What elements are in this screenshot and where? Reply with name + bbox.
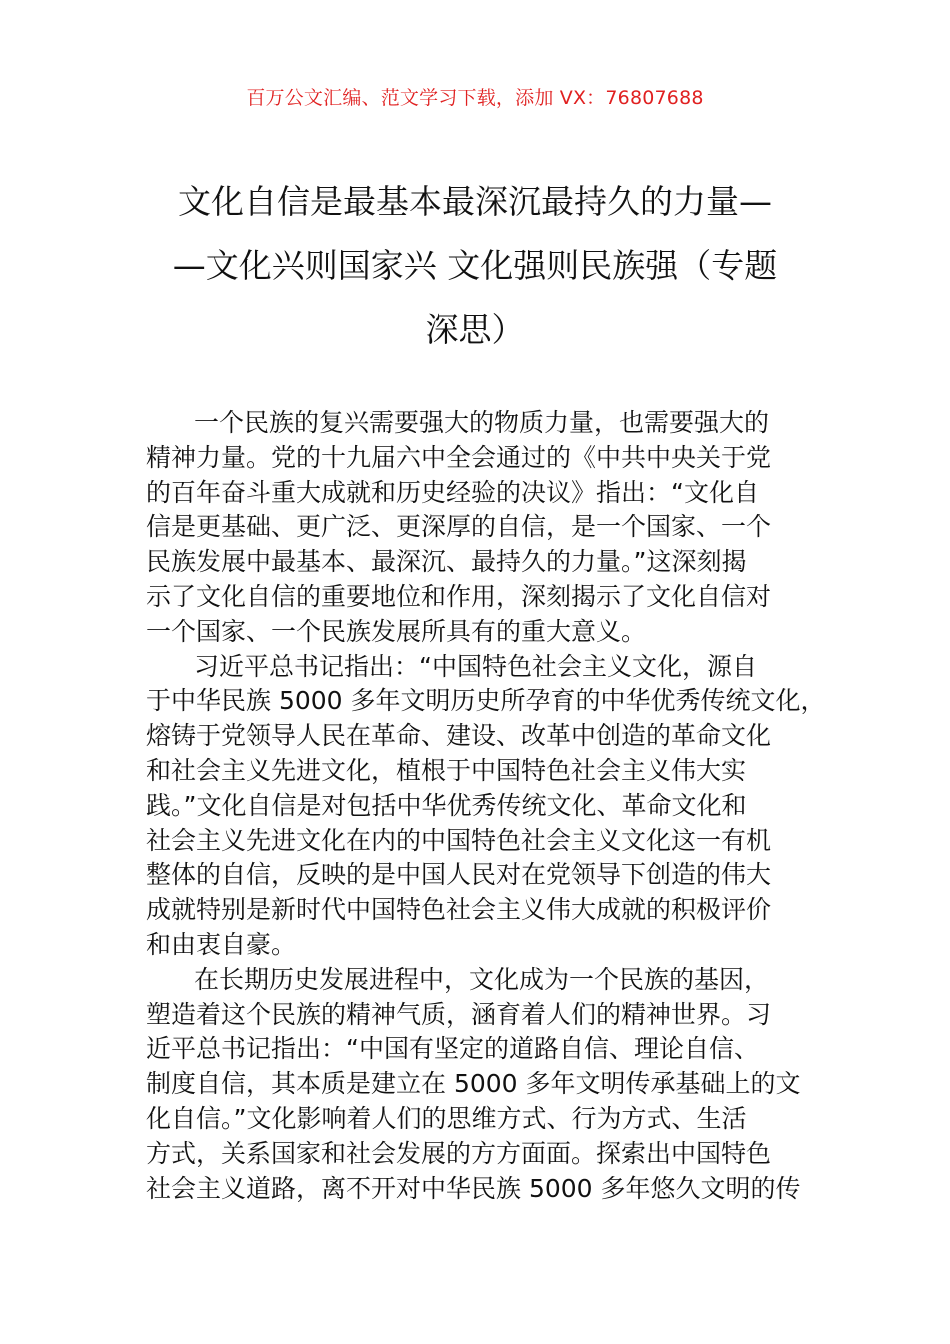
paragraph-line: 社会主义道路，离不开对中华民族 5000 多年悠久文明的传	[146, 1173, 801, 1203]
title-line-2: —文化兴则国家兴 文化强则民族强（专题	[172, 246, 778, 285]
paragraph-line: 示了文化自信的重要地位和作用，深刻揭示了文化自信对	[146, 581, 772, 611]
paragraph-line: 整体的自信，反映的是中国人民对在党领导下创造的伟大	[146, 860, 772, 890]
paragraph-line: 一个民族的复兴需要强大的物质力量，也需要强大的	[194, 408, 770, 437]
document-body	[146, 406, 826, 1206]
paragraph-line: 在长期历史发展进程中，文化成为一个民族的基因，	[194, 964, 770, 994]
paragraph-line: 信是更基础、更广泛、更深厚的自信，是一个国家、一个	[146, 512, 772, 542]
paragraph-line: 的百年奋斗重大成就和历史经验的决议》指出：“文化自	[146, 477, 759, 507]
paragraph-line: 制度自信，其本质是建立在 5000 多年文明传承基础上的文	[146, 1069, 801, 1099]
paragraph-line: 成就特别是新时代中国特色社会主义伟大成就的积极评价	[146, 895, 772, 925]
paragraph-line: 一个国家、一个民族发展所具有的重大意义。	[146, 616, 647, 646]
document-title	[140, 170, 810, 362]
header-note: 百万公文汇编、范文学习下载，添加 VX：76807688	[246, 87, 704, 109]
paragraph-2	[146, 650, 826, 963]
title-line-3: 深思）	[425, 310, 525, 349]
paragraph-line: 社会主义先进文化在内的中国特色社会主义文化这一有机	[146, 825, 772, 855]
paragraph-line: 近平总书记指出：“中国有坚定的道路自信、理论自信、	[146, 1034, 759, 1064]
paragraph-line: 和社会主义先进文化，植根于中国特色社会主义伟大实	[146, 755, 747, 785]
paragraph-line: 方式，关系国家和社会发展的方方面面。探索出中国特色	[146, 1138, 772, 1168]
paragraph-line: 民族发展中最基本、最深沉、最持久的力量。”这深刻揭	[146, 547, 747, 577]
paragraph-line: 化自信。”文化影响着人们的思维方式、行为方式、生活	[146, 1103, 747, 1133]
paragraph-line: 习近平总书记指出：“中国特色社会主义文化，源自	[194, 651, 757, 681]
paragraph-3	[146, 963, 826, 1207]
paragraph-1	[146, 406, 826, 650]
paragraph-line: 塑造着这个民族的精神气质，涵育着人们的精神世界。习	[146, 999, 772, 1029]
paragraph-line: 熔铸于党领导人民在革命、建设、改革中创造的革命文化	[146, 721, 772, 751]
paragraph-line: 于中华民族 5000 多年文明历史所孕育的中华优秀传统文化，	[146, 686, 826, 716]
paragraph-line: 精神力量。党的十九届六中全会通过的《中共中央关于党	[146, 442, 772, 472]
paragraph-line: 践。”文化自信是对包括中华优秀传统文化、革命文化和	[146, 790, 747, 820]
title-line-1: 文化自信是最基本最深沉最持久的力量—	[178, 182, 772, 221]
paragraph-line: 和由衷自豪。	[146, 929, 297, 959]
